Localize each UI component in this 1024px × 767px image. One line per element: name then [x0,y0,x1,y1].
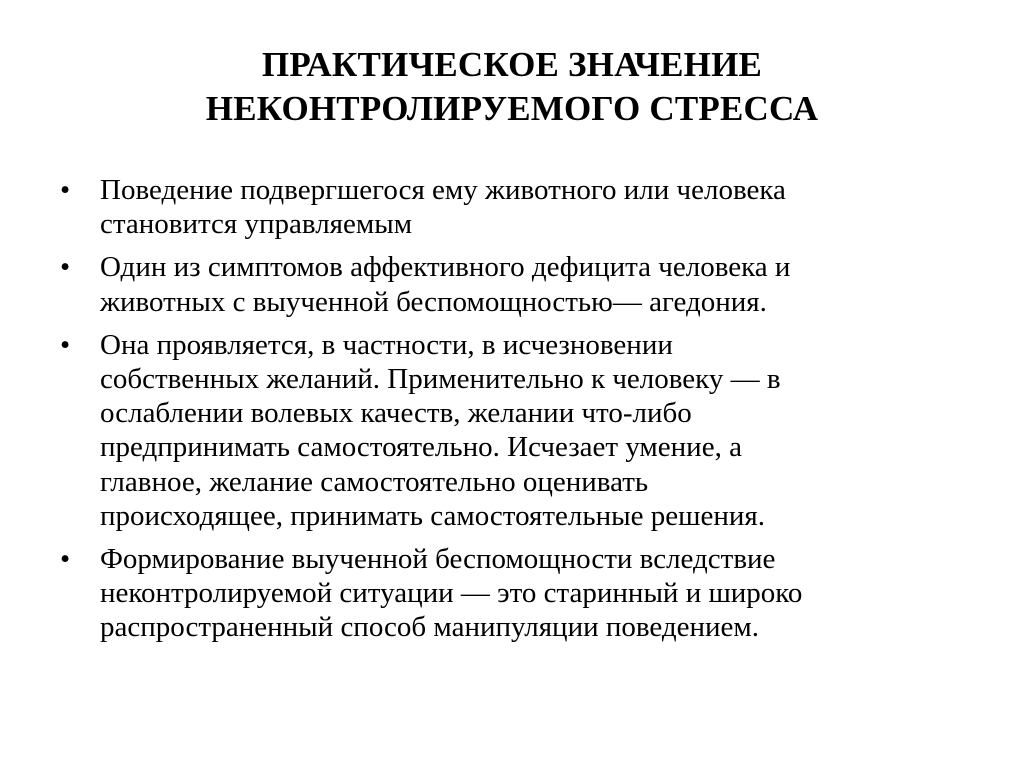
bullet-text-line: становится управляемым [100,208,413,241]
title-line: НЕКОНТРОЛИРУЕМОГО СТРЕССА [205,89,819,128]
bullet-text-line: Формирование выученной беспомощности вследствие [100,543,776,576]
bullet-list [58,173,978,654]
title-line: ПРАКТИЧЕСКОЕ ЗНАЧЕНИЕ [261,45,763,84]
bullet-text-line: неконтролируемой ситуации — это старинный и широко [100,577,803,610]
bullet-text-line: происходящее, принимать самостоятельные решения. [100,499,765,532]
bullet-dot-icon: • [60,251,71,284]
bullet-item [58,328,978,533]
bullet-dot-icon: • [60,543,71,576]
bullet-text-line: Один из симптомов аффективного дефицита человека и [100,251,791,284]
bullet-text-line: распространенный способ манипуляции поведением. [100,611,760,644]
bullet-dot-icon: • [60,328,71,361]
bullet-text-line: Поведение подвергшегося ему животного или человека [100,174,786,206]
slide-title [60,43,964,131]
bullet-text-line: собственных желаний. Применительно к человеку — в [100,363,781,396]
bullet-dot-icon: • [60,174,71,206]
bullet-text-line: предпринимать самостоятельно. Исчезает умение, а [100,431,742,464]
bullet-text-line: животных с выученной беспомощностью— агедония. [100,285,767,318]
bullet-text-line: главное, желание самостоятельно оценивать [100,465,649,498]
bullet-item [58,250,978,318]
bullet-text-line: Она проявляется, в частности, в исчезновении [100,328,673,361]
bullet-item [58,173,978,241]
bullet-item [58,542,978,645]
bullet-text-line: ослаблении волевых качеств, желании что-либо [100,397,692,430]
